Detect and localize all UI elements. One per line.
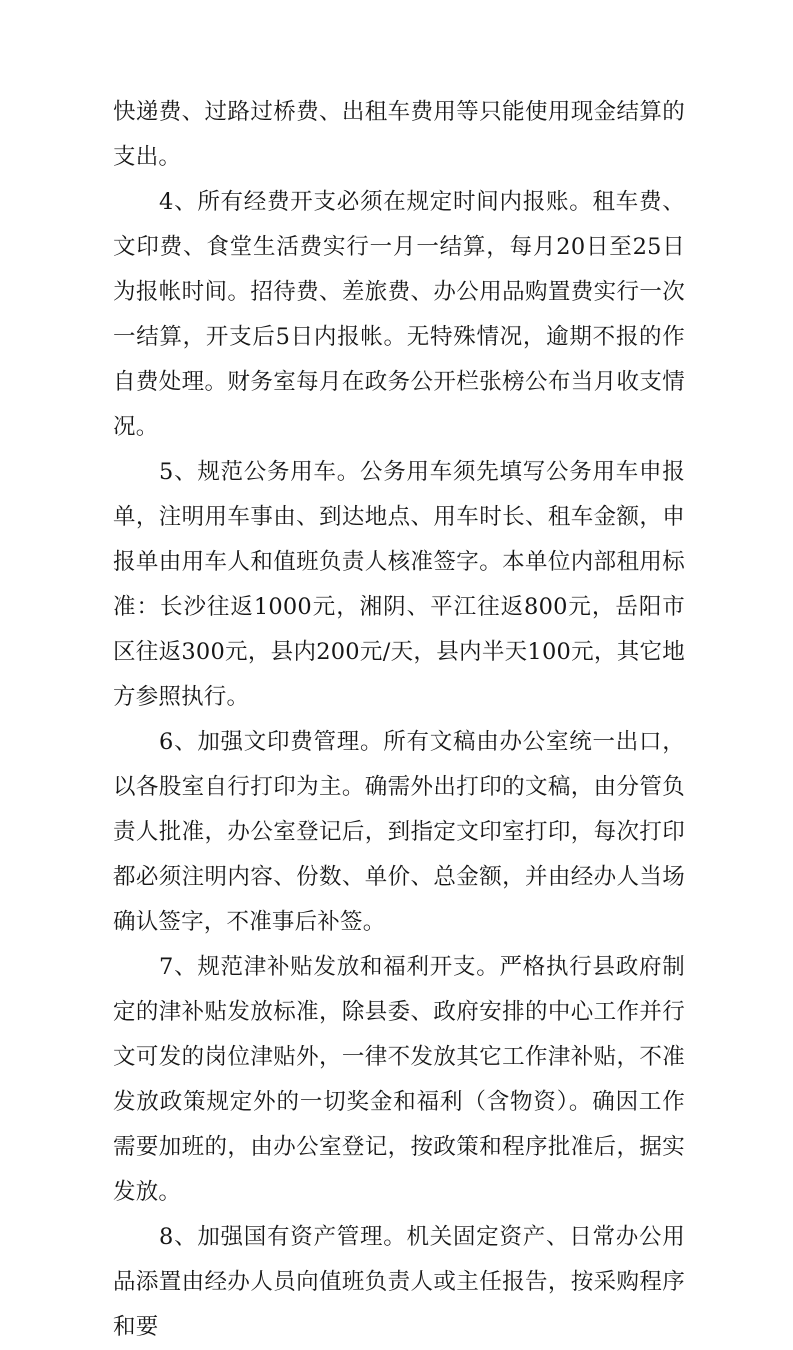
paragraph-item-8: 8、加强国有资产管理。机关固定资产、日常办公用品添置由经办人员向值班负责人或主任报告，按采购程序和要 — [113, 1224, 685, 1340]
paragraph-continued: 快递费、过路过桥费、出租车费用等只能使用现金结算的支出。 — [113, 99, 685, 170]
paragraph-item-6: 6、加强文印费管理。所有文稿由办公室统一出口，以各股室自行打印为主。确需外出打印的文稿，由分管负责人批准，办公室登记后，到指定文印室打印，每次打印都必须注明内容、份数、单价、总金额，并由经办人当场确认签字，不准事后补签。 — [113, 729, 685, 935]
paragraph-item-7: 7、规范津补贴发放和福利开支。严格执行县政府制定的津补贴发放标准，除县委、政府安排的中心工作并行文可发的岗位津贴外，一律不发放其它工作津补贴，不准发放政策规定外的一切奖金和福利（含物资）。确因工作需要加班的，由办公室登记，按政策和程序批准后，据实发放。 — [113, 954, 685, 1205]
document-body — [113, 90, 685, 1350]
paragraph-item-4: 4、所有经费开支必须在规定时间内报账。租车费、文印费、食堂生活费实行一月一结算，每月20日至25日为报帐时间。招待费、差旅费、办公用品购置费实行一次一结算，开支后5日内报帐。无特殊情况，逾期不报的作自费处理。财务室每月在政务公开栏张榜公布当月收支情况。 — [113, 189, 685, 440]
paragraph-item-5: 5、规范公务用车。公务用车须先填写公务用车申报单，注明用车事由、到达地点、用车时长、租车金额，申报单由用车人和值班负责人核准签字。本单位内部租用标准：长沙往返1000元，湘阴、平江往返800元，岳阳市区往返300元，县内200元/天，县内半天100元，其它地方参照执行。 — [113, 459, 685, 710]
